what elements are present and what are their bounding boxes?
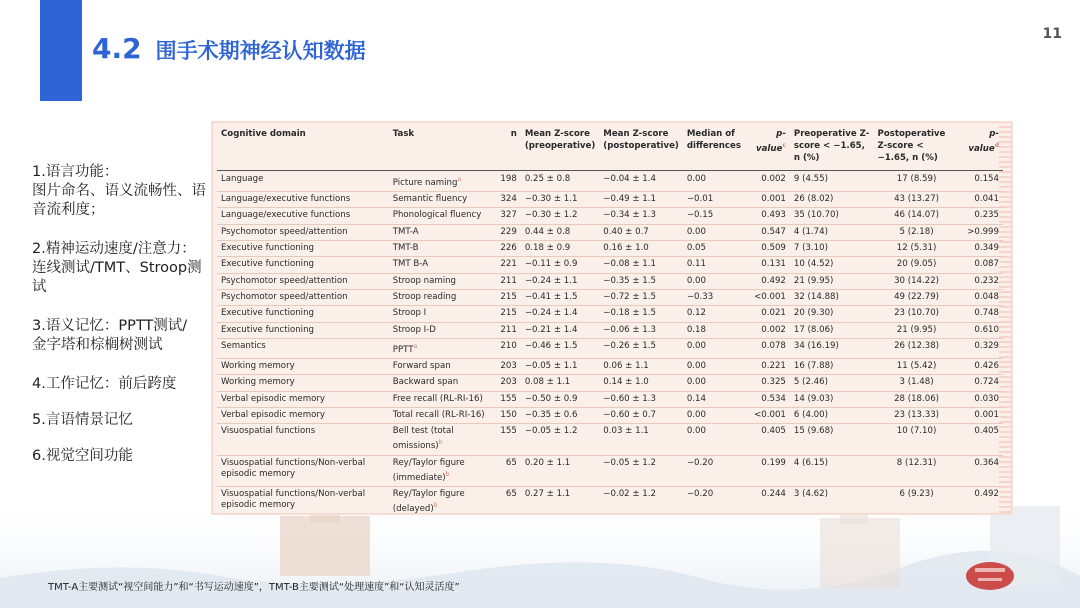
cell-p2: 0.087	[960, 257, 1003, 273]
cell-task: Picture naming$^a$	[389, 171, 494, 192]
cell-p: 0.325	[747, 375, 790, 391]
header-post-mean: Mean Z-score (postoperative)	[599, 123, 683, 171]
cell-postop: 12 (5.31)	[874, 241, 960, 257]
cell-postop: 5 (2.18)	[874, 224, 960, 240]
bullet-item-verbal-memory	[32, 411, 210, 430]
cell-postop: 8 (12.31)	[874, 455, 960, 486]
data-table-panel	[212, 122, 1012, 514]
cell-p: 0.221	[747, 358, 790, 374]
cell-postop: 6 (9.23)	[874, 487, 960, 514]
cell-pre: −0.30 ± 1.2	[521, 208, 599, 224]
cell-preop: 20 (9.30)	[790, 306, 874, 322]
cell-p: 0.002	[747, 171, 790, 192]
cell-postop: 10 (7.10)	[874, 424, 960, 455]
cell-domain: Verbal episodic memory	[217, 391, 389, 407]
cell-pre: 0.08 ± 1.1	[521, 375, 599, 391]
cell-p: <0.001	[747, 407, 790, 423]
cell-preop: 16 (7.88)	[790, 358, 874, 374]
cell-domain: Visuospatial functions/Non-verbal episodic memory	[217, 455, 389, 486]
bullet-body: 连线测试/TMT、Stroop测试	[32, 260, 202, 295]
cell-median: 0.00	[683, 224, 747, 240]
cell-p: 0.131	[747, 257, 790, 273]
cell-p2: 0.724	[960, 375, 1003, 391]
cell-post: −0.06 ± 1.3	[599, 322, 683, 338]
cell-domain: Visuospatial functions	[217, 424, 389, 455]
cell-p2: 0.610	[960, 322, 1003, 338]
cell-p2: >0.999	[960, 224, 1003, 240]
table-row	[217, 338, 1003, 358]
header-p-value-2: p-value$^d$	[960, 123, 1003, 171]
cell-p2: 0.349	[960, 241, 1003, 257]
bullet-item-language	[32, 163, 210, 220]
cell-postop: 49 (22.79)	[874, 289, 960, 305]
table-row	[217, 192, 1003, 208]
cell-median: 0.00	[683, 358, 747, 374]
cell-median: −0.15	[683, 208, 747, 224]
bullet-list	[32, 163, 210, 486]
cell-n: 211	[493, 322, 520, 338]
cell-median: −0.01	[683, 192, 747, 208]
cell-median: 0.00	[683, 424, 747, 455]
cell-pre: −0.24 ± 1.4	[521, 306, 599, 322]
header-preop-count: Preoperative Z-score < −1.65, n (%)	[790, 123, 874, 171]
cell-preop: 34 (16.19)	[790, 338, 874, 358]
cell-task: Forward span	[389, 358, 494, 374]
cell-p2: 0.235	[960, 208, 1003, 224]
cell-task: TMT-B	[389, 241, 494, 257]
cell-task: Bell test (total omissions)$^b$	[389, 424, 494, 455]
table-row	[217, 322, 1003, 338]
cell-p: 0.509	[747, 241, 790, 257]
cell-post: −0.72 ± 1.5	[599, 289, 683, 305]
cell-post: −0.26 ± 1.5	[599, 338, 683, 358]
cell-domain: Language	[217, 171, 389, 192]
header-pre-mean: Mean Z-score (preoperative)	[521, 123, 599, 171]
cell-pre: −0.11 ± 0.9	[521, 257, 599, 273]
cell-pre: 0.27 ± 1.1	[521, 487, 599, 514]
cell-median: 0.00	[683, 375, 747, 391]
cell-median: 0.00	[683, 273, 747, 289]
cell-p2: 0.048	[960, 289, 1003, 305]
cell-preop: 3 (4.62)	[790, 487, 874, 514]
cell-postop: 43 (13.27)	[874, 192, 960, 208]
cell-task: Semantic fluency	[389, 192, 494, 208]
table-row	[217, 257, 1003, 273]
cell-preop: 4 (6.15)	[790, 455, 874, 486]
cell-post: −0.34 ± 1.3	[599, 208, 683, 224]
cell-preop: 35 (10.70)	[790, 208, 874, 224]
cell-pre: 0.18 ± 0.9	[521, 241, 599, 257]
cell-preop: 21 (9.95)	[790, 273, 874, 289]
cell-post: 0.06 ± 1.1	[599, 358, 683, 374]
table-row	[217, 241, 1003, 257]
cell-p: 0.002	[747, 322, 790, 338]
cell-domain: Language/executive functions	[217, 208, 389, 224]
cell-domain: Psychomotor speed/attention	[217, 224, 389, 240]
table-row	[217, 487, 1003, 514]
bullet-heading: 6.视觉空间功能	[32, 448, 133, 464]
cell-pre: 0.44 ± 0.8	[521, 224, 599, 240]
cell-n: 211	[493, 273, 520, 289]
cell-post: −0.35 ± 1.5	[599, 273, 683, 289]
cell-median: −0.20	[683, 487, 747, 514]
section-number: 4.2	[92, 32, 142, 65]
cell-preop: 26 (8.02)	[790, 192, 874, 208]
cell-n: 155	[493, 391, 520, 407]
cell-post: 0.03 ± 1.1	[599, 424, 683, 455]
cell-preop: 5 (2.46)	[790, 375, 874, 391]
header-domain: Cognitive domain	[217, 123, 389, 171]
cell-p2: 0.492	[960, 487, 1003, 514]
cell-post: 0.16 ± 1.0	[599, 241, 683, 257]
cell-p: 0.199	[747, 455, 790, 486]
cell-p: 0.244	[747, 487, 790, 514]
cell-task: Rey/Taylor figure (immediate)$^b$	[389, 455, 494, 486]
cell-postop: 21 (9.95)	[874, 322, 960, 338]
cell-postop: 17 (8.59)	[874, 171, 960, 192]
cell-n: 65	[493, 455, 520, 486]
cell-domain: Working memory	[217, 358, 389, 374]
cell-post: −0.18 ± 1.5	[599, 306, 683, 322]
cell-p2: 0.748	[960, 306, 1003, 322]
cell-p: 0.078	[747, 338, 790, 358]
cell-postop: 23 (13.33)	[874, 407, 960, 423]
cell-n: 198	[493, 171, 520, 192]
cell-task: Phonological fluency	[389, 208, 494, 224]
cell-p2: 0.405	[960, 424, 1003, 455]
cell-preop: 9 (4.55)	[790, 171, 874, 192]
bullet-body: 图片命名、语义流畅性、语音流利度；	[32, 183, 206, 218]
neurocognitive-table	[217, 123, 1003, 514]
cell-median: 0.14	[683, 391, 747, 407]
footer-note: TMT-A主要测试“视空间能力”和“书写运动速度”，TMT-B主要测试“处理速度”和“认知灵活度”	[48, 582, 460, 593]
cell-task: Rey/Taylor figure (delayed)$^b$	[389, 487, 494, 514]
cell-median: 0.12	[683, 306, 747, 322]
cell-post: −0.49 ± 1.1	[599, 192, 683, 208]
cell-n: 226	[493, 241, 520, 257]
bullet-item-semantic	[32, 317, 210, 355]
cell-p2: 0.154	[960, 171, 1003, 192]
cell-preop: 14 (9.03)	[790, 391, 874, 407]
cell-p: <0.001	[747, 289, 790, 305]
cell-pre: −0.21 ± 1.4	[521, 322, 599, 338]
cell-domain: Working memory	[217, 375, 389, 391]
cell-n: 210	[493, 338, 520, 358]
red-seal-icon	[966, 562, 1014, 590]
bullet-item-working-memory	[32, 375, 210, 394]
cell-preop: 15 (9.68)	[790, 424, 874, 455]
table-row	[217, 208, 1003, 224]
cell-postop: 26 (12.38)	[874, 338, 960, 358]
cell-domain: Executive functioning	[217, 241, 389, 257]
cell-post: −0.04 ± 1.4	[599, 171, 683, 192]
cell-p: 0.492	[747, 273, 790, 289]
cell-pre: −0.24 ± 1.1	[521, 273, 599, 289]
table-row	[217, 391, 1003, 407]
bullet-item-psychomotor	[32, 240, 210, 297]
title-text: 围手术期神经认知数据	[155, 39, 366, 63]
cell-postop: 46 (14.07)	[874, 208, 960, 224]
bullet-heading: 5.言语情景记忆	[32, 412, 133, 428]
cell-post: −0.05 ± 1.2	[599, 455, 683, 486]
cell-task: TMT B-A	[389, 257, 494, 273]
cell-pre: 0.25 ± 0.8	[521, 171, 599, 192]
cell-task: Stroop reading	[389, 289, 494, 305]
table-row	[217, 224, 1003, 240]
cell-domain: Visuospatial functions/Non-verbal episodic memory	[217, 487, 389, 514]
cell-p2: 0.232	[960, 273, 1003, 289]
table-row	[217, 455, 1003, 486]
cell-postop: 28 (18.06)	[874, 391, 960, 407]
cell-p2: 0.001	[960, 407, 1003, 423]
cell-preop: 17 (8.06)	[790, 322, 874, 338]
cell-preop: 7 (3.10)	[790, 241, 874, 257]
cell-postop: 30 (14.22)	[874, 273, 960, 289]
table-body	[217, 171, 1003, 515]
cell-median: 0.00	[683, 171, 747, 192]
cell-pre: −0.35 ± 0.6	[521, 407, 599, 423]
cell-pre: −0.05 ± 1.1	[521, 358, 599, 374]
cell-task: Stroop I-D	[389, 322, 494, 338]
cell-p2: 0.364	[960, 455, 1003, 486]
cell-p2: 0.426	[960, 358, 1003, 374]
table-row	[217, 171, 1003, 192]
cell-domain: Executive functioning	[217, 257, 389, 273]
page-number: 11	[1042, 26, 1062, 42]
cell-median: 0.00	[683, 338, 747, 358]
cell-task: Total recall (RL-RI-16)	[389, 407, 494, 423]
cell-n: 229	[493, 224, 520, 240]
cell-preop: 6 (4.00)	[790, 407, 874, 423]
cell-post: −0.08 ± 1.1	[599, 257, 683, 273]
cell-post: −0.60 ± 1.3	[599, 391, 683, 407]
bullet-item-visuospatial	[32, 447, 210, 466]
cell-task: Stroop naming	[389, 273, 494, 289]
cell-domain: Psychomotor speed/attention	[217, 289, 389, 305]
table-row	[217, 358, 1003, 374]
cell-task: TMT-A	[389, 224, 494, 240]
cell-p: 0.405	[747, 424, 790, 455]
cell-postop: 23 (10.70)	[874, 306, 960, 322]
cell-median: −0.33	[683, 289, 747, 305]
cell-postop: 3 (1.48)	[874, 375, 960, 391]
cell-domain: Psychomotor speed/attention	[217, 273, 389, 289]
cell-pre: −0.46 ± 1.5	[521, 338, 599, 358]
cell-pre: −0.05 ± 1.2	[521, 424, 599, 455]
bullet-body: 金字塔和棕榈树测试	[32, 337, 163, 353]
bullet-heading: 1.语言功能：	[32, 164, 119, 180]
header-n: n	[493, 123, 520, 171]
cell-post: 0.40 ± 0.7	[599, 224, 683, 240]
cell-n: 221	[493, 257, 520, 273]
table-row	[217, 306, 1003, 322]
cell-domain: Executive functioning	[217, 322, 389, 338]
cell-p2: 0.030	[960, 391, 1003, 407]
cell-n: 327	[493, 208, 520, 224]
cell-preop: 32 (14.88)	[790, 289, 874, 305]
cell-n: 150	[493, 407, 520, 423]
cell-median: 0.18	[683, 322, 747, 338]
table-row	[217, 273, 1003, 289]
cell-post: −0.60 ± 0.7	[599, 407, 683, 423]
cell-post: 0.14 ± 1.0	[599, 375, 683, 391]
cell-pre: −0.30 ± 1.1	[521, 192, 599, 208]
header-task: Task	[389, 123, 494, 171]
cell-median: 0.00	[683, 407, 747, 423]
cell-p: 0.534	[747, 391, 790, 407]
cell-p: 0.493	[747, 208, 790, 224]
cell-domain: Semantics	[217, 338, 389, 358]
accent-bar	[40, 0, 82, 101]
table-row	[217, 375, 1003, 391]
cell-p2: 0.041	[960, 192, 1003, 208]
bullet-heading: 2.精神运动速度/注意力：	[32, 241, 196, 257]
cell-task: Stroop I	[389, 306, 494, 322]
cell-median: 0.11	[683, 257, 747, 273]
cell-n: 155	[493, 424, 520, 455]
cell-p: 0.547	[747, 224, 790, 240]
cell-median: 0.05	[683, 241, 747, 257]
cell-pre: −0.41 ± 1.5	[521, 289, 599, 305]
cell-postop: 20 (9.05)	[874, 257, 960, 273]
bullet-heading: 4.工作记忆：前后跨度	[32, 376, 177, 392]
cell-task: Backward span	[389, 375, 494, 391]
cell-preop: 10 (4.52)	[790, 257, 874, 273]
cell-preop: 4 (1.74)	[790, 224, 874, 240]
cell-p: 0.001	[747, 192, 790, 208]
cell-task: PPTT$^a$	[389, 338, 494, 358]
cell-p: 0.021	[747, 306, 790, 322]
cell-n: 215	[493, 306, 520, 322]
table-row	[217, 407, 1003, 423]
table-header-row	[217, 123, 1003, 171]
cell-n: 65	[493, 487, 520, 514]
header-median: Median of differences	[683, 123, 747, 171]
cell-pre: 0.20 ± 1.1	[521, 455, 599, 486]
page-title	[92, 32, 366, 72]
cell-n: 324	[493, 192, 520, 208]
cell-domain: Language/executive functions	[217, 192, 389, 208]
header-postop-count: Postoperative Z-score < −1.65, n (%)	[874, 123, 960, 171]
cell-pre: −0.50 ± 0.9	[521, 391, 599, 407]
table-row	[217, 289, 1003, 305]
cell-post: −0.02 ± 1.2	[599, 487, 683, 514]
cell-postop: 11 (5.42)	[874, 358, 960, 374]
table-row	[217, 424, 1003, 455]
cell-p2: 0.329	[960, 338, 1003, 358]
bullet-heading: 3.语义记忆：PPTT测试/	[32, 318, 188, 334]
cell-task: Free recall (RL-RI-16)	[389, 391, 494, 407]
cell-median: −0.20	[683, 455, 747, 486]
cell-n: 215	[493, 289, 520, 305]
cell-n: 203	[493, 358, 520, 374]
cell-domain: Executive functioning	[217, 306, 389, 322]
cell-n: 203	[493, 375, 520, 391]
cell-domain: Verbal episodic memory	[217, 407, 389, 423]
header-p-value: p-value$^c$	[747, 123, 790, 171]
